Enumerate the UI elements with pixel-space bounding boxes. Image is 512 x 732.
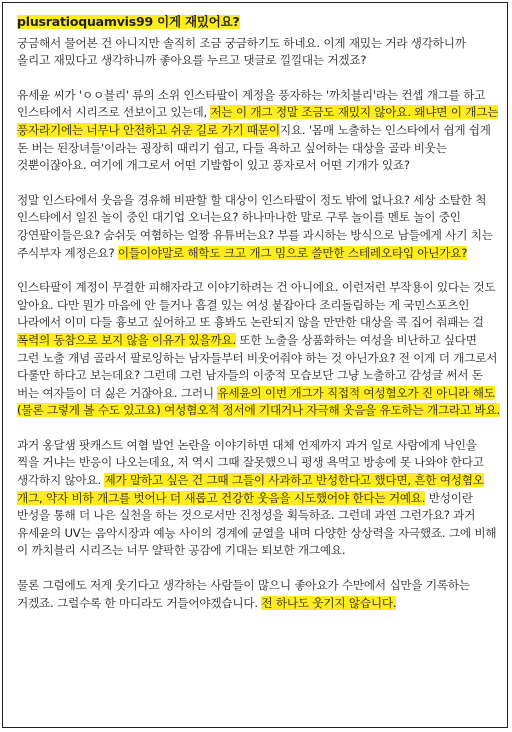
highlighted-segment: 저는 이 개그 정말 조금도 재밌지 않아요. 왜냐면 이 개그는 풍자라기에는 너무나 안전하고 쉬운 길로 가기 때문이 xyxy=(17,105,499,137)
text-segment: 인스타팔이 계정이 무결한 피해자라고 이야기하려는 건 아니에요. 이런저런 부작용이 있다는 것도 알아요. 다만 뭔가 마음에 안 들거나 흠결 있는 여성 붙잡아다 조리돌림하는 게 국민스포츠인 나라에서 이미 다들 흉보고 싶어하고 또 흉봐도 논란되지 않을 만만한 대상을 콕 집어 줘패는 걸 xyxy=(17,280,496,330)
header-question: 이게 재밌어요? xyxy=(153,14,240,29)
paragraph-4 xyxy=(17,279,501,420)
paragraph-5 xyxy=(17,437,501,560)
post-frame xyxy=(2,2,508,728)
text-segment: 또한 노출을 상품화하는 여성을 비난하고 싶다면 그런 노출 개념 골라서 팔로잉하는 남자들부터 비웃어줘야 하는 것 아닌가요? 전 이게 더 개그로서 다룰만 하다고 보는데요? 그런데 그런 남자들의 이중적 모습보단 그냥 노출하고 감성글 써서 돈 버는 여자들이 더 싫은 거잖아요. 그러니 xyxy=(17,332,498,400)
text-segment: 물론 그럼에도 저게 웃기다고 생각하는 사람들이 많으니 좋아요가 수만에서 십만을 기록하는 거겠죠. 그럴수록 한 마디라도 거들어야겠습니다. xyxy=(17,578,470,610)
highlighted-segment: 이들이야말로 해학도 크고 개그 밈으로 쓸만한 스테레오타입 아닌가요? xyxy=(117,245,468,260)
text-segment: 과거 옹달샘 팟캐스트 여혐 발언 논란을 이야기하면 대체 언제까지 과거 일로 사람에게 낙인을 찍을 거냐는 반응이 나오는데요, 저 역시 그때 잘못했으니 평생 욕먹고 방송에 못 나와야 한다고 생각하지 않아요. xyxy=(17,437,484,488)
highlighted-segment: 전 하나도 웃기지 않습니다. xyxy=(261,595,397,610)
highlighted-segment: 제가 말하고 싶은 건 그때 그들이 사과하고 반성한다고 했다면, 흔한 여성혐오 개그, 약자 비하 개그를 벗어나 더 새롭고 건강한 웃음을 시도했어야 한다는 거예요. xyxy=(17,473,484,505)
header-highlight xyxy=(17,15,240,29)
paragraph-3 xyxy=(17,192,501,262)
paragraph-1: 궁금해서 물어본 건 아니지만 솔직히 조금 궁금하기도 하네요. 이게 재밌는 거라 생각하니까 올리고 재밌다고 생각하니까 좋아요를 누르고 댓글로 낄낄대는 거겠죠? xyxy=(17,35,466,68)
text-segment: 지요. '몸매 노출하는 인스타에서 쉽게 쉽게 돈 버는 된장녀들'이라는 굉장히 때리기 쉽고, 다들 욕하고 싶어하는 대상을 골라 비웃는 것뿐이잖아요. 여기에 개그로서 어떤 기발함이 있고 풍자로서 어떤 기개가 있죠? xyxy=(17,122,491,173)
username[interactable]: plusratioquamvis99 xyxy=(17,14,153,29)
text-segment: 유세윤 씨가 'ㅇㅇ블리' 류의 소위 인스타팔이 계정을 풍자하는 '까치블리'라는 컨셉 개그를 하고 인스타에서 시리즈로 선보이고 있는데, xyxy=(17,87,486,120)
post-body xyxy=(17,13,501,629)
highlighted-segment: 폭력의 동참으로 보지 않을 이유가 있을까요. xyxy=(17,332,236,347)
highlighted-segment: 유세윤의 이번 개그가 직접적 여성혐오가 진 아니라 해도(물론 그렇게 볼 수도 있고요) 여성혐오적 정서에 기대거나 자극해 웃음을 유도하는 개그라고 봐요. xyxy=(17,385,500,418)
text-segment: 반성이란 반성을 통해 더 나은 실천을 하는 것으로서만 진정성을 획득하죠. 그런데 과연 그런가요? 과거 유세윤의 UV는 음악시장과 예능 사이의 경계에 균열을 내며 다양한 상상력을 자극했죠. 그에 비해 이 까치블리 시리즈는 너무 얄팍한 공감에 기대는 퇴보한 개그예요. xyxy=(17,490,497,558)
paragraph-6 xyxy=(17,577,501,612)
text-segment: 정말 인스타에서 웃음을 경유해 비판할 할 대상이 인스타팔이 정도 밖에 없나요? 세상 소탈한 척 인스타에서 일진 놀이 중인 대기업 오너는요? 하나마나한 말로 구루 놀이를 멘토 놀이 중인 강연팔이들은요? 숨쉬듯 여혐하는 얼짱 유튜버는요? 부를 과시하는 방식으로 남들에게 사기 치는 주식부자 계정은요? xyxy=(17,192,493,260)
post-header xyxy=(17,13,501,32)
paragraph-2 xyxy=(17,87,501,175)
